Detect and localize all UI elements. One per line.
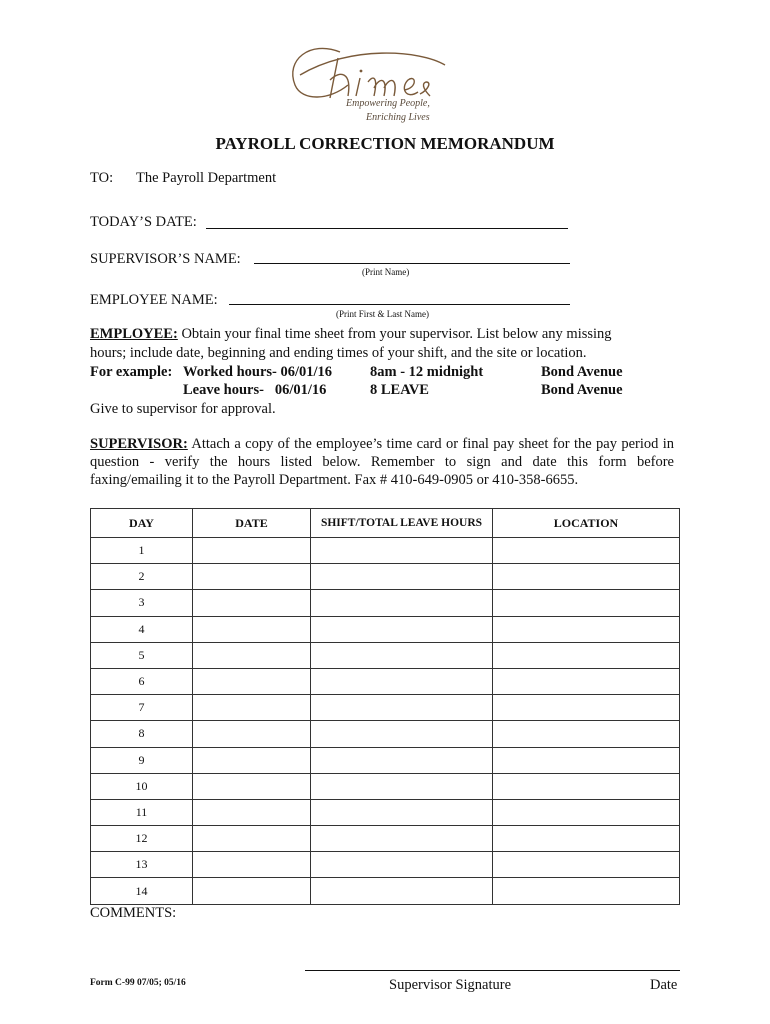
shift-cell[interactable] <box>311 721 493 747</box>
to-value: The Payroll Department <box>136 170 277 186</box>
table-row <box>91 695 680 721</box>
employee-closing: Give to supervisor for approval. <box>90 401 276 417</box>
header-day: DAY <box>91 509 193 538</box>
date-cell[interactable] <box>193 695 311 721</box>
shift-cell[interactable] <box>311 538 493 564</box>
shift-cell[interactable] <box>311 799 493 825</box>
date-cell[interactable] <box>193 852 311 878</box>
table-row <box>91 721 680 747</box>
day-number: 8 <box>91 721 193 747</box>
table-row <box>91 616 680 642</box>
header-shift: SHIFT/TOTAL LEAVE HOURS <box>311 509 493 538</box>
date-cell[interactable] <box>193 590 311 616</box>
header-location: LOCATION <box>493 509 680 538</box>
date-cell[interactable] <box>193 564 311 590</box>
comments-label: COMMENTS: <box>90 905 177 921</box>
day-number: 9 <box>91 747 193 773</box>
employee-name-field[interactable] <box>229 304 570 305</box>
employee-text-2: hours; include date, beginning and ending times of your shift, and the site or location. <box>90 345 587 361</box>
table-row <box>91 826 680 852</box>
example-label: For example: <box>90 364 173 380</box>
location-cell[interactable] <box>493 695 680 721</box>
table-header-row <box>91 509 680 538</box>
day-number: 2 <box>91 564 193 590</box>
date-cell[interactable] <box>193 668 311 694</box>
location-cell[interactable] <box>493 799 680 825</box>
to-label: TO: <box>90 170 114 186</box>
location-cell[interactable] <box>493 878 680 904</box>
day-number: 7 <box>91 695 193 721</box>
logo-tagline-2: Enriching Lives <box>366 112 430 123</box>
table-row <box>91 642 680 668</box>
date-cell[interactable] <box>193 721 311 747</box>
location-cell[interactable] <box>493 642 680 668</box>
supervisor-text: Attach a copy of the employee’s time card or final pay sheet for the pay period in question - verify the hours listed below. Remember to sign and date this form before faxing/emailing it to the Payroll Department. Fax # 410-649-0905 or 410-358-6655. <box>90 436 674 488</box>
day-number: 13 <box>91 852 193 878</box>
location-cell[interactable] <box>493 590 680 616</box>
shift-cell[interactable] <box>311 747 493 773</box>
shift-cell[interactable] <box>311 668 493 694</box>
chimes-logo <box>270 30 470 130</box>
day-number: 6 <box>91 668 193 694</box>
location-cell[interactable] <box>493 826 680 852</box>
location-cell[interactable] <box>493 668 680 694</box>
supervisor-name-hint: (Print Name) <box>362 267 410 277</box>
shift-cell[interactable] <box>311 878 493 904</box>
table-row <box>91 878 680 904</box>
example-worked-label: Worked hours- 06/01/16 <box>183 364 333 380</box>
signature-label: Supervisor Signature <box>389 977 512 993</box>
hours-table <box>90 508 680 905</box>
date-cell[interactable] <box>193 826 311 852</box>
date-cell[interactable] <box>193 747 311 773</box>
shift-cell[interactable] <box>311 852 493 878</box>
location-cell[interactable] <box>493 773 680 799</box>
table-row <box>91 668 680 694</box>
todays-date-field[interactable] <box>206 228 568 229</box>
employee-name-label: EMPLOYEE NAME: <box>90 292 218 308</box>
shift-cell[interactable] <box>311 590 493 616</box>
supervisor-name-field[interactable] <box>254 263 570 264</box>
shift-cell[interactable] <box>311 642 493 668</box>
employee-heading: EMPLOYEE: <box>90 326 178 342</box>
employee-text-1: Obtain your final time sheet from your supervisor. List below any missing <box>181 326 612 342</box>
date-label: Date <box>650 977 678 993</box>
table-row <box>91 852 680 878</box>
shift-cell[interactable] <box>311 826 493 852</box>
shift-cell[interactable] <box>311 564 493 590</box>
date-cell[interactable] <box>193 616 311 642</box>
supervisor-instructions <box>90 435 674 489</box>
location-cell[interactable] <box>493 721 680 747</box>
day-number: 14 <box>91 878 193 904</box>
day-number: 12 <box>91 826 193 852</box>
shift-cell[interactable] <box>311 773 493 799</box>
table-row <box>91 747 680 773</box>
example-leave-label: Leave hours- 06/01/16 <box>183 382 327 398</box>
table-row <box>91 590 680 616</box>
day-number: 5 <box>91 642 193 668</box>
day-number: 4 <box>91 616 193 642</box>
table-row <box>91 564 680 590</box>
location-cell[interactable] <box>493 564 680 590</box>
table-row <box>91 538 680 564</box>
date-cell[interactable] <box>193 538 311 564</box>
table-row <box>91 799 680 825</box>
example-worked-time: 8am - 12 midnight <box>370 364 484 380</box>
example-leave-time: 8 LEAVE <box>370 382 429 398</box>
logo-tagline-1: Empowering People, <box>346 98 430 109</box>
todays-date-label: TODAY’S DATE: <box>90 214 197 230</box>
page-title: PAYROLL CORRECTION MEMORANDUM <box>215 134 555 153</box>
employee-instructions-line-1 <box>90 325 612 343</box>
date-cell[interactable] <box>193 773 311 799</box>
form-id: Form C-99 07/05; 05/16 <box>90 978 186 988</box>
shift-cell[interactable] <box>311 616 493 642</box>
signature-line[interactable] <box>305 970 680 971</box>
day-number: 1 <box>91 538 193 564</box>
employee-name-hint: (Print First & Last Name) <box>336 309 429 319</box>
table-row <box>91 773 680 799</box>
location-cell[interactable] <box>493 616 680 642</box>
supervisor-name-label: SUPERVISOR’S NAME: <box>90 251 241 267</box>
date-cell[interactable] <box>193 799 311 825</box>
header-date: DATE <box>193 509 311 538</box>
day-number: 11 <box>91 799 193 825</box>
day-number: 10 <box>91 773 193 799</box>
date-cell[interactable] <box>193 878 311 904</box>
shift-cell[interactable] <box>311 695 493 721</box>
location-cell[interactable] <box>493 852 680 878</box>
supervisor-heading: SUPERVISOR: <box>90 436 188 452</box>
day-number: 3 <box>91 590 193 616</box>
example-worked-site: Bond Avenue <box>541 364 623 380</box>
example-leave-site: Bond Avenue <box>541 382 623 398</box>
location-cell[interactable] <box>493 747 680 773</box>
date-cell[interactable] <box>193 642 311 668</box>
location-cell[interactable] <box>493 538 680 564</box>
